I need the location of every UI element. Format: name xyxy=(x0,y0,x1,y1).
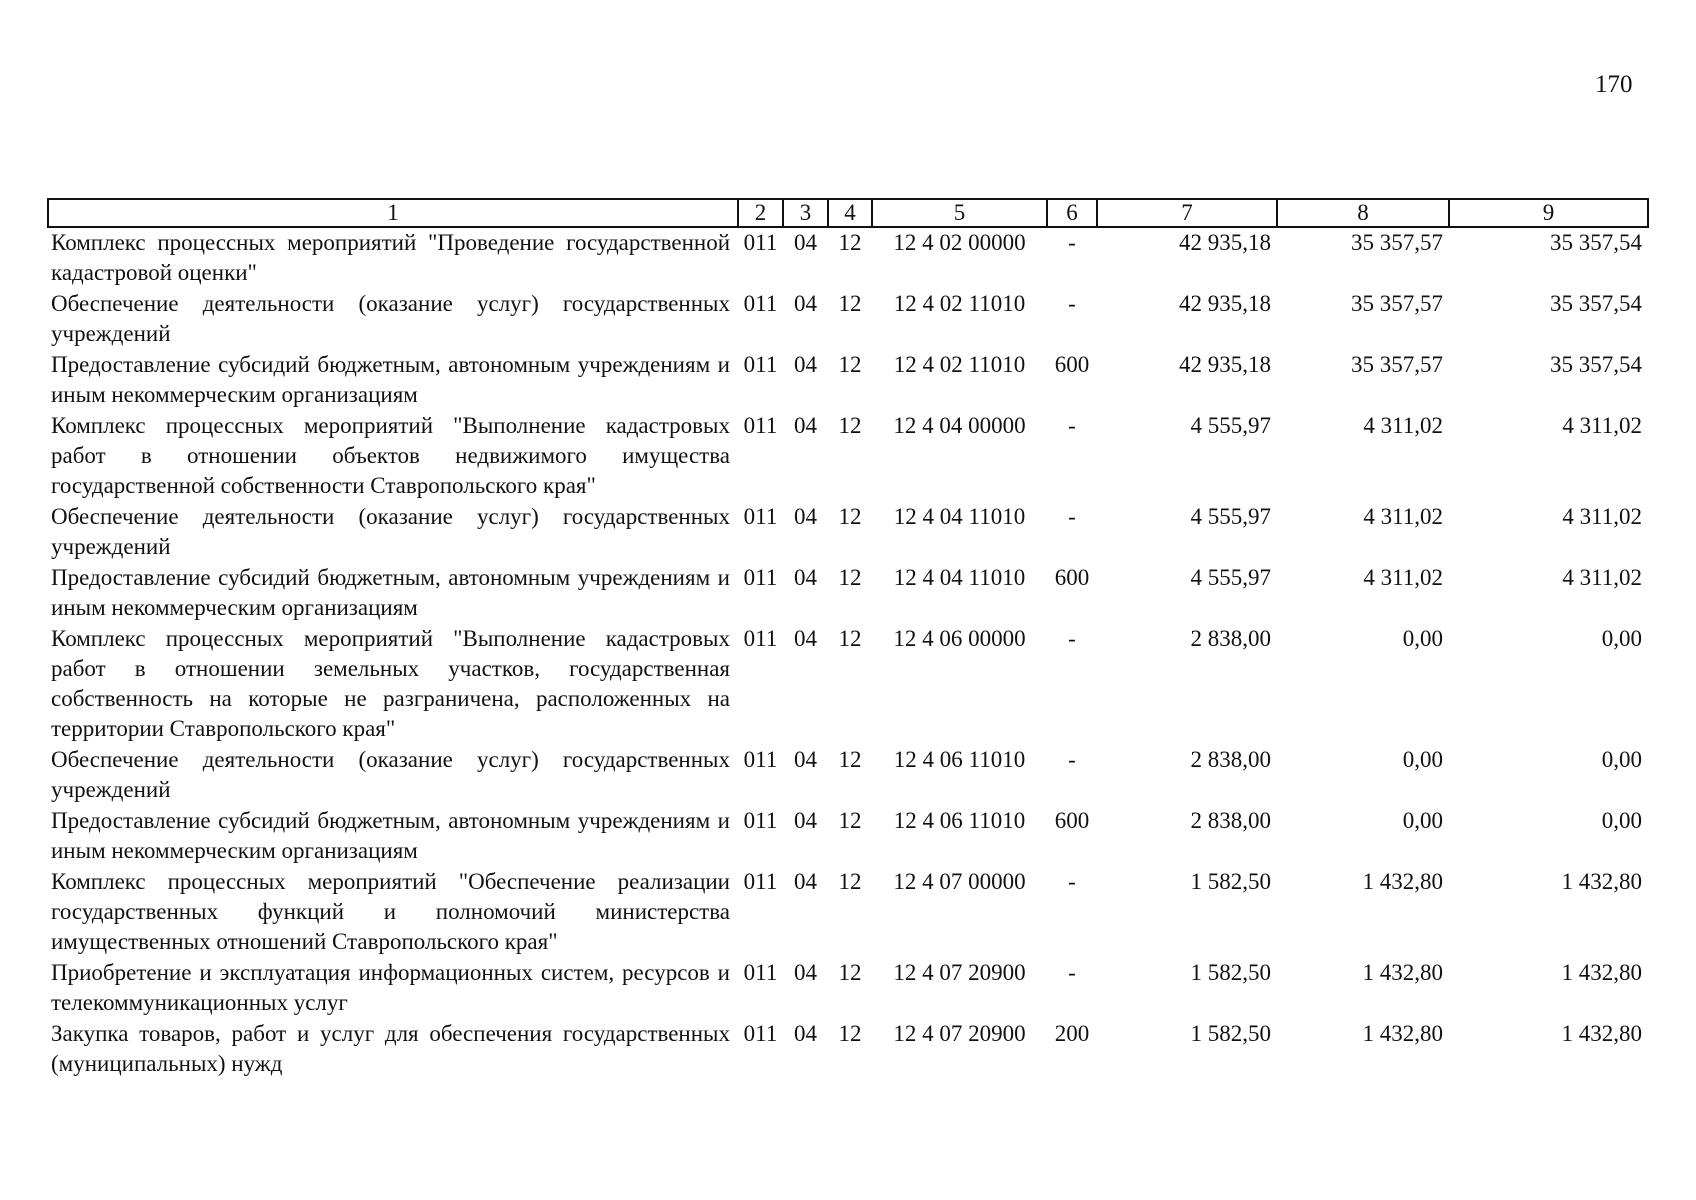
row-col-3-cell: 04 xyxy=(794,565,817,590)
row-col-9-cell: 1 432,80 xyxy=(1561,869,1642,894)
row-col-7-cell: 1 582,50 xyxy=(1190,869,1271,894)
row-col-6-cell: - xyxy=(1068,291,1076,316)
row-col-7-cell: 4 555,97 xyxy=(1190,413,1271,438)
row-col-2-cell: 011 xyxy=(743,413,778,438)
table-row xyxy=(48,1019,1648,1080)
row-col-5-cell: 12 4 07 20900 xyxy=(893,960,1026,985)
row-col-2-cell: 011 xyxy=(743,230,778,255)
row-col-3-cell: 04 xyxy=(794,413,817,438)
row-col-4-cell: 12 xyxy=(838,1021,862,1046)
header-col-8: 8 xyxy=(1277,199,1449,227)
row-name-cell: Обеспечение деятельности (оказание услуг) государственных учреждений xyxy=(51,291,730,346)
row-name-cell: Комплекс процессных мероприятий "Выполнение кадастровых работ в отношении земельных участков, государственная собственность на которые не разграничена, расположенных на территории Ставропольского края" xyxy=(51,626,730,741)
table-body xyxy=(48,227,1648,1080)
budget-table xyxy=(47,198,1649,1080)
row-col-3-cell: 04 xyxy=(794,1021,817,1046)
row-col-3-cell: 04 xyxy=(794,747,817,772)
row-col-3-cell: 04 xyxy=(794,352,817,377)
row-name-cell: Обеспечение деятельности (оказание услуг) государственных учреждений xyxy=(51,504,730,559)
table-row xyxy=(48,867,1648,958)
row-col-2-cell: 011 xyxy=(743,565,778,590)
row-col-2-cell: 011 xyxy=(743,1021,778,1046)
row-col-4-cell: 12 xyxy=(838,413,862,438)
row-col-4-cell: 12 xyxy=(838,869,862,894)
row-col-3-cell: 04 xyxy=(794,291,817,316)
row-col-6-cell: - xyxy=(1068,504,1076,529)
row-col-9-cell: 4 311,02 xyxy=(1562,413,1642,438)
row-col-9-cell: 4 311,02 xyxy=(1562,504,1642,529)
row-col-7-cell: 2 838,00 xyxy=(1190,808,1271,833)
row-col-2-cell: 011 xyxy=(743,352,778,377)
row-col-6-cell: - xyxy=(1068,747,1076,772)
row-col-4-cell: 12 xyxy=(838,808,862,833)
header-col-7: 7 xyxy=(1097,199,1277,227)
row-col-6-cell: - xyxy=(1068,960,1076,985)
row-col-3-cell: 04 xyxy=(794,808,817,833)
row-col-5-cell: 12 4 04 11010 xyxy=(893,565,1026,590)
row-col-7-cell: 1 582,50 xyxy=(1190,960,1271,985)
row-col-6-cell: 600 xyxy=(1054,352,1090,377)
row-col-8-cell: 0,00 xyxy=(1402,808,1443,833)
row-name-cell: Закупка товаров, работ и услуг для обеспечения государственных (муниципальных) нужд xyxy=(51,1021,730,1076)
row-name-cell: Обеспечение деятельности (оказание услуг) государственных учреждений xyxy=(51,747,730,802)
row-col-7-cell: 4 555,97 xyxy=(1190,565,1271,590)
row-col-3-cell: 04 xyxy=(794,869,817,894)
row-col-8-cell: 0,00 xyxy=(1402,626,1443,651)
row-col-2-cell: 011 xyxy=(743,291,778,316)
row-col-5-cell: 12 4 04 11010 xyxy=(893,504,1026,529)
row-col-7-cell: 42 935,18 xyxy=(1179,291,1271,316)
row-col-3-cell: 04 xyxy=(794,230,817,255)
row-col-8-cell: 1 432,80 xyxy=(1362,869,1443,894)
row-col-8-cell: 4 311,02 xyxy=(1363,413,1443,438)
header-col-9: 9 xyxy=(1449,199,1648,227)
row-col-8-cell: 35 357,57 xyxy=(1351,291,1443,316)
row-col-6-cell: - xyxy=(1068,869,1076,894)
row-col-5-cell: 12 4 02 11010 xyxy=(893,291,1026,316)
row-col-3-cell: 04 xyxy=(794,504,817,529)
row-col-5-cell: 12 4 04 00000 xyxy=(893,413,1026,438)
table-row xyxy=(48,289,1648,350)
row-name-cell: Комплекс процессных мероприятий "Выполнение кадастровых работ в отношении объектов недвижимого имущества государственной собственности Ставропольского края" xyxy=(51,413,730,498)
header-row xyxy=(48,199,1648,227)
row-col-8-cell: 35 357,57 xyxy=(1351,352,1443,377)
budget-table-container xyxy=(47,198,1647,1080)
table-row xyxy=(48,350,1648,411)
row-col-4-cell: 12 xyxy=(838,504,862,529)
row-name-cell: Предоставление субсидий бюджетным, автономным учреждениям и иным некоммерческим организациям xyxy=(51,565,730,620)
row-col-4-cell: 12 xyxy=(838,960,862,985)
table-row xyxy=(48,411,1648,502)
page-number: 170 xyxy=(1595,71,1633,98)
row-col-6-cell: - xyxy=(1068,413,1076,438)
header-col-5: 5 xyxy=(872,199,1047,227)
row-name-cell: Предоставление субсидий бюджетным, автономным учреждениям и иным некоммерческим организациям xyxy=(51,808,730,863)
row-col-4-cell: 12 xyxy=(838,626,862,651)
row-col-7-cell: 2 838,00 xyxy=(1190,747,1271,772)
row-col-9-cell: 1 432,80 xyxy=(1561,1021,1642,1046)
header-col-4: 4 xyxy=(828,199,872,227)
row-col-9-cell: 35 357,54 xyxy=(1550,230,1642,255)
row-col-4-cell: 12 xyxy=(838,230,862,255)
row-col-4-cell: 12 xyxy=(838,565,862,590)
row-col-7-cell: 42 935,18 xyxy=(1179,352,1271,377)
row-col-7-cell: 42 935,18 xyxy=(1179,230,1271,255)
row-col-5-cell: 12 4 07 00000 xyxy=(893,869,1026,894)
row-name-cell: Приобретение и эксплуатация информационных систем, ресурсов и телекоммуникационных услуг xyxy=(51,960,730,1015)
row-col-6-cell: - xyxy=(1068,626,1076,651)
row-col-2-cell: 011 xyxy=(743,747,778,772)
row-col-4-cell: 12 xyxy=(838,352,862,377)
row-col-9-cell: 0,00 xyxy=(1601,808,1642,833)
row-col-7-cell: 1 582,50 xyxy=(1190,1021,1271,1046)
row-col-5-cell: 12 4 07 20900 xyxy=(893,1021,1026,1046)
table-row xyxy=(48,227,1648,289)
row-col-6-cell: 600 xyxy=(1054,808,1090,833)
row-col-5-cell: 12 4 06 11010 xyxy=(893,808,1026,833)
row-col-8-cell: 1 432,80 xyxy=(1362,960,1443,985)
row-col-7-cell: 2 838,00 xyxy=(1190,626,1271,651)
header-col-1: 1 xyxy=(48,199,738,227)
row-name-cell: Предоставление субсидий бюджетным, автономным учреждениям и иным некоммерческим организациям xyxy=(51,352,730,407)
row-col-4-cell: 12 xyxy=(838,291,862,316)
row-col-9-cell: 4 311,02 xyxy=(1562,565,1642,590)
row-col-8-cell: 1 432,80 xyxy=(1362,1021,1443,1046)
header-col-3: 3 xyxy=(783,199,828,227)
row-col-2-cell: 011 xyxy=(743,626,778,651)
row-col-3-cell: 04 xyxy=(794,960,817,985)
row-col-8-cell: 0,00 xyxy=(1402,747,1443,772)
table-row xyxy=(48,502,1648,563)
row-col-9-cell: 0,00 xyxy=(1601,626,1642,651)
row-name-cell: Комплекс процессных мероприятий "Проведение государственной кадастровой оценки" xyxy=(51,230,730,285)
row-col-6-cell: 600 xyxy=(1054,565,1090,590)
row-col-2-cell: 011 xyxy=(743,960,778,985)
row-col-8-cell: 35 357,57 xyxy=(1351,230,1443,255)
row-col-9-cell: 35 357,54 xyxy=(1550,291,1642,316)
header-col-2: 2 xyxy=(738,199,783,227)
row-col-5-cell: 12 4 02 00000 xyxy=(893,230,1026,255)
row-col-6-cell: 200 xyxy=(1054,1021,1090,1046)
row-col-9-cell: 1 432,80 xyxy=(1561,960,1642,985)
table-row xyxy=(48,806,1648,867)
row-col-4-cell: 12 xyxy=(838,747,862,772)
row-col-5-cell: 12 4 06 00000 xyxy=(893,626,1026,651)
row-col-8-cell: 4 311,02 xyxy=(1363,565,1443,590)
table-row xyxy=(48,563,1648,624)
row-col-6-cell: - xyxy=(1068,230,1076,255)
row-col-9-cell: 0,00 xyxy=(1601,747,1642,772)
row-col-8-cell: 4 311,02 xyxy=(1363,504,1443,529)
row-col-2-cell: 011 xyxy=(743,869,778,894)
header-col-6: 6 xyxy=(1047,199,1097,227)
table-row xyxy=(48,958,1648,1019)
row-col-5-cell: 12 4 06 11010 xyxy=(893,747,1026,772)
row-col-2-cell: 011 xyxy=(743,504,778,529)
row-name-cell: Комплекс процессных мероприятий "Обеспечение реализации государственных функций и полномочий министерства имущественных отношений Ставропольского края" xyxy=(51,869,730,954)
row-col-5-cell: 12 4 02 11010 xyxy=(893,352,1026,377)
row-col-2-cell: 011 xyxy=(743,808,778,833)
table-row xyxy=(48,745,1648,806)
row-col-9-cell: 35 357,54 xyxy=(1550,352,1642,377)
row-col-3-cell: 04 xyxy=(794,626,817,651)
table-header xyxy=(48,199,1648,227)
row-col-7-cell: 4 555,97 xyxy=(1190,504,1271,529)
table-row xyxy=(48,624,1648,745)
